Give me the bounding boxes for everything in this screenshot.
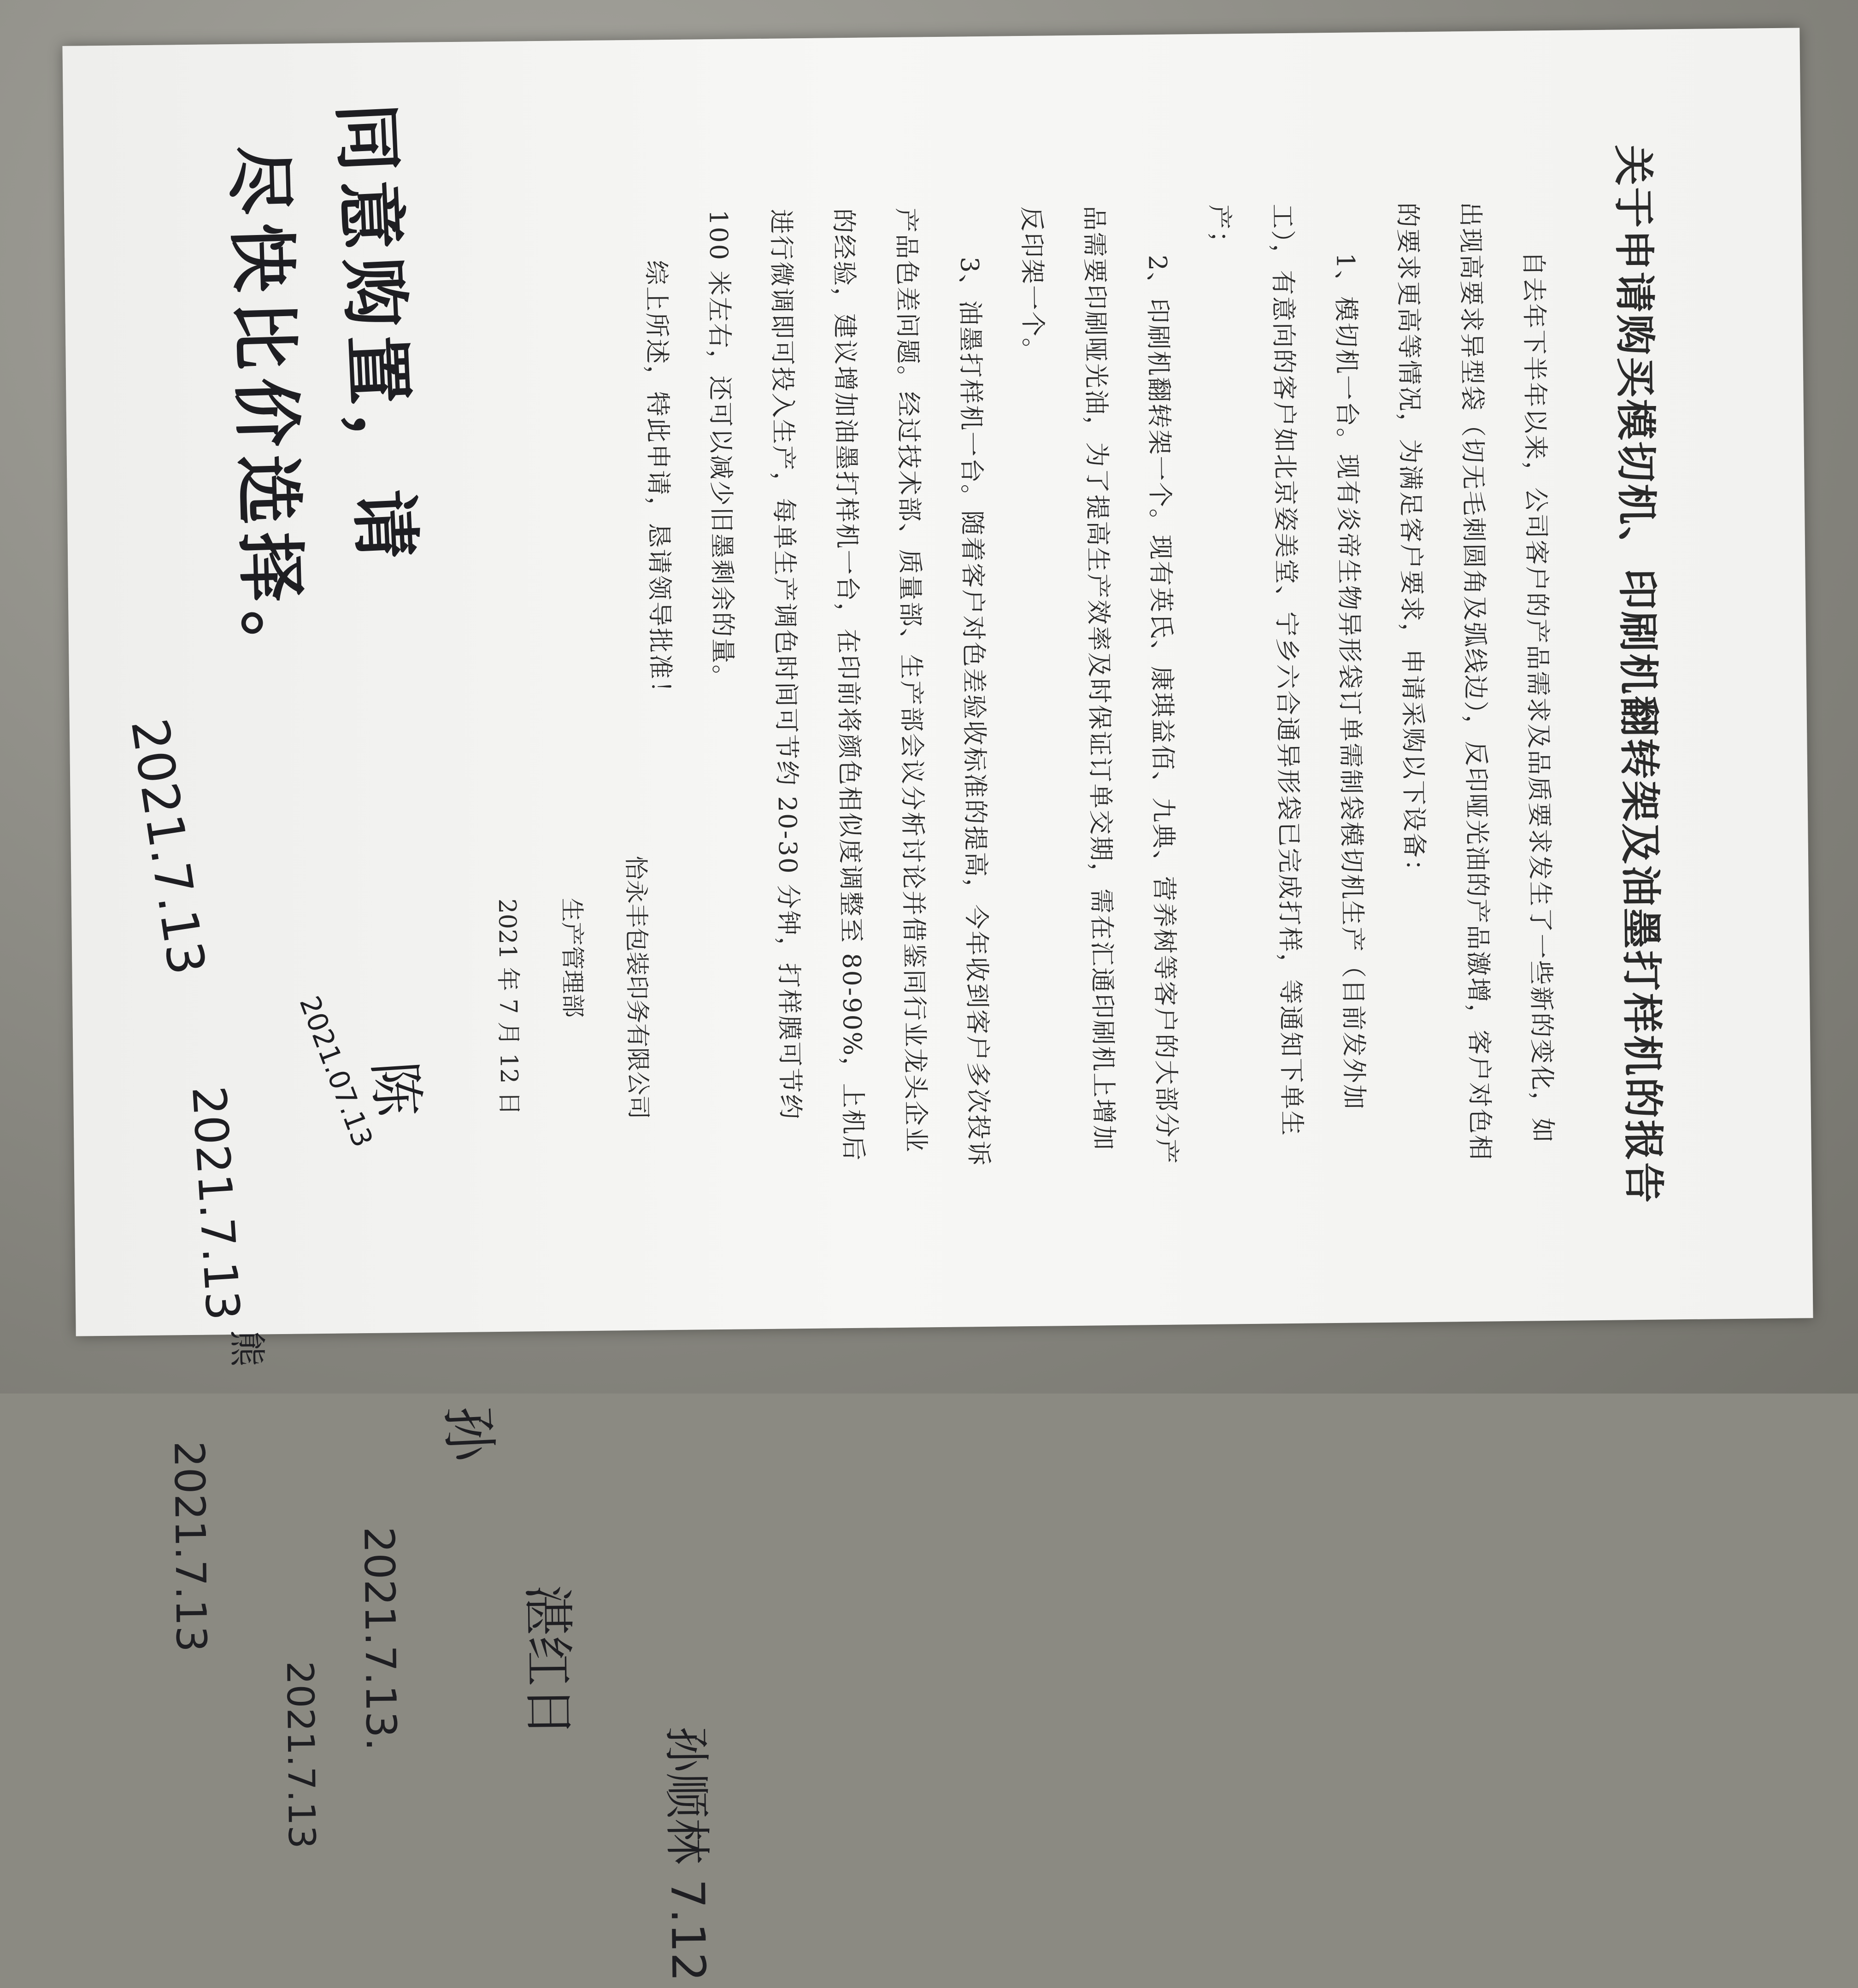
- handwritten-date-b: 2021.7.13: [181, 1084, 250, 1322]
- handwritten-date-e: 2021.7.13.: [354, 1526, 406, 1751]
- handwritten-approval-line-2: 尽快比价选择。: [218, 144, 314, 688]
- company-name: 怡永丰包装印务有限公司: [621, 855, 652, 1120]
- handwritten-signature-f: 熊: [225, 1329, 269, 1367]
- department-name: 生产管理部: [557, 898, 587, 1018]
- handwritten-signature-c: 陈: [361, 1059, 429, 1119]
- document-page: [83, 33, 1793, 1982]
- paragraph-item-1: 1、模切机一台。现有炎帝生物异形袋订单需制袋模切机生产（目前发外加工），有意向的客户如北京姿美堂、宁乡六合通异形袋已完成打样，等通知下单生产；: [1205, 203, 1369, 1137]
- handwritten-signature-b: 孙: [435, 1405, 501, 1463]
- paragraph-conclusion: 综上所述，特此申请，恳请领导批准！: [641, 260, 676, 707]
- handwritten-date-f: 2021.7.13: [278, 1661, 323, 1849]
- handwritten-date-c: 2021.07.13: [293, 992, 379, 1152]
- paper-sheet: [62, 28, 1813, 1982]
- handwritten-approval-date: 2021.7.13: [119, 715, 217, 979]
- document-body: [624, 201, 1574, 1174]
- handwritten-signature-e: 湛红日: [517, 1584, 578, 1737]
- paragraph-item-2: 2、印刷机翻转架一个。现有英氏、康琪益佰、九典、营养树等客户的大部分产品需要印刷哑光油，为了提高生产效率及时保证订单交期，需在汇通印刷机上增加反印架一个。: [1017, 206, 1182, 1165]
- document-title: 关于申请购买模切机、印刷机翻转架及油墨打样机的报告: [1609, 144, 1668, 1205]
- handwritten-approval-line-1: 同意购置，请: [325, 101, 426, 569]
- handwritten-signature-d: 孙顺林 7.12: [659, 1726, 716, 1982]
- paragraph-item-3: 3、油墨打样机一台。随着客户对色差验收标准的提高，今年收到客户多次投诉产品色差问题。经过技术部、质量部、生产部会议分析讨论并借鉴同行业龙头企业的经验，建议增加油墨打样机一台，在印前将颜色相似度调整至 80-90%，上机后进行微调即可投入生产，每单生产调色时间可节约 20-30 分钟，打样膜可节约 100 米左右，还可以减少旧墨剩余的量。: [704, 207, 994, 1167]
- document-date: 2021 年 7 月 12 日: [493, 898, 523, 1116]
- handwritten-date-d: 2021.7.13: [165, 1441, 215, 1653]
- signature-block: [474, 818, 671, 1235]
- paragraph-intro: 自去年下半年以来，公司客户的产品需求及品质要求发生了一些新的变化，如出现高要求异型袋（切无毛刺圆角及弧线边），反印哑光油的产品激增，客户对色相的要求更高等情况，为满足客户要求，申请采购以下设备：: [1393, 201, 1558, 1162]
